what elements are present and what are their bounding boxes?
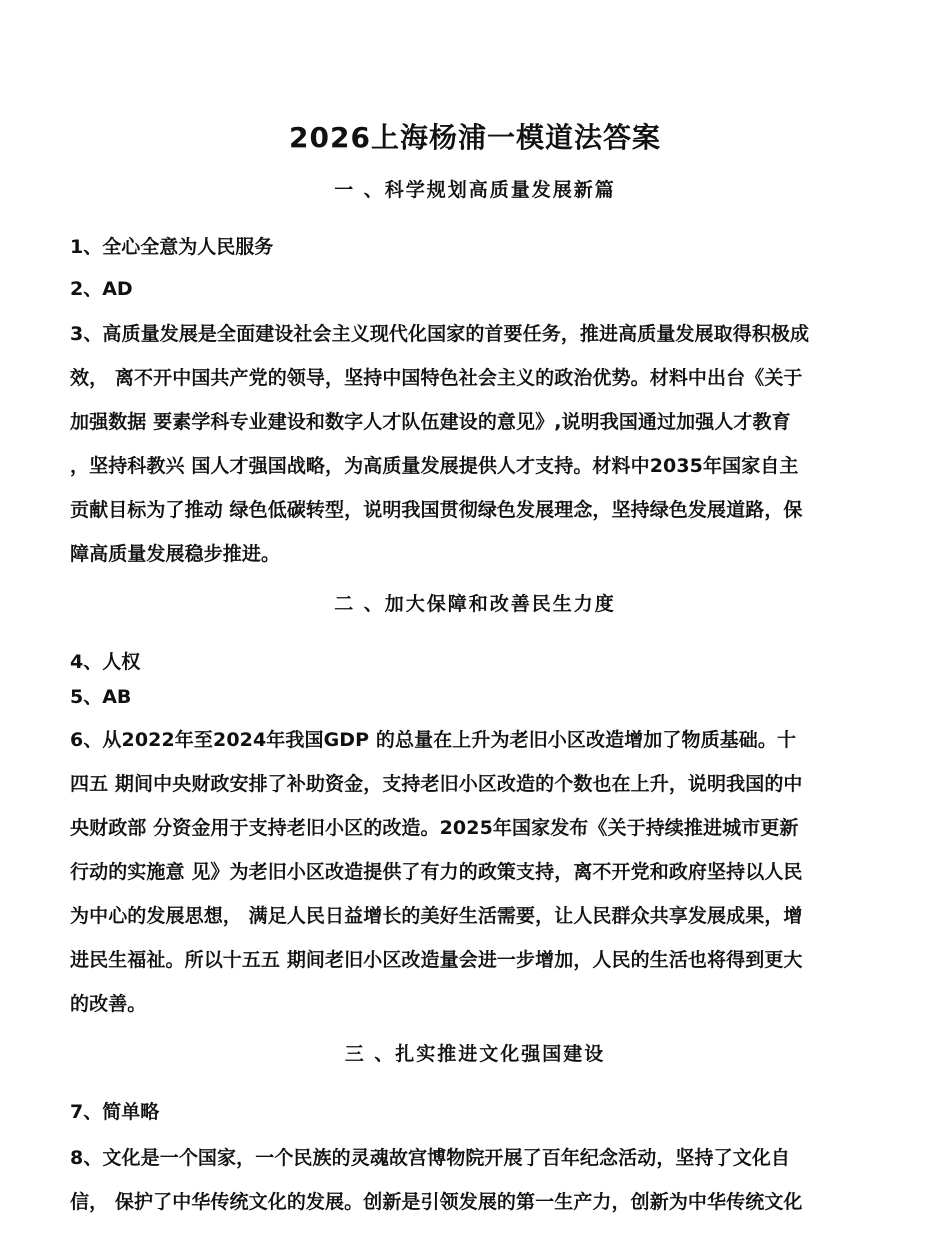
section-heading-1: 一 、科学规划高质量发展新篇: [334, 179, 616, 201]
answer-3-line: 加强数据 要素学科专业建设和数字人才队伍建设的意见》,说明我国通过加强人才教育: [70, 411, 791, 433]
document-title: 2026上海杨浦一模道法答案: [289, 121, 661, 154]
section-heading-3: 三 、扎实推进文化强国建设: [344, 1043, 606, 1065]
answer-3-line: ，坚持科教兴 国人才强国战略，为高质量发展提供人才支持。材料中2035年国家自主: [70, 455, 799, 477]
answer-3-line: 3、高质量发展是全面建设社会主义现代化国家的首要任务，推进高质量发展取得积极成: [70, 323, 810, 345]
answer-6-line: 四五 期间中央财政安排了补助资金，支持老旧小区改造的个数也在上升，说明我国的中: [70, 773, 803, 795]
answer-6-line: 进民生福祉。所以十五五 期间老旧小区改造量会进一步增加，人民的生活也将得到更大: [70, 949, 803, 971]
answer-6-line: 为中心的发展思想， 满足人民日益增长的美好生活需要，让人民群众共享发展成果，增: [70, 905, 803, 927]
section-heading-2: 二 、加大保障和改善民生力度: [334, 593, 616, 615]
answer-6-line: 行动的实施意 见》为老旧小区改造提供了有力的政策支持，离不开党和政府坚持以人民: [70, 861, 803, 883]
answer-1: 1、全心全意为人民服务: [70, 236, 274, 258]
answer-3-line: 效， 离不开中国共产党的领导，坚持中国特色社会主义的政治优势。材料中出台《关于: [70, 367, 803, 389]
answer-6-line: 6、从2022年至2024年我国GDP 的总量在上升为老旧小区改造增加了物质基础。十: [70, 729, 797, 751]
answer-6-line: 的改善。: [70, 993, 147, 1015]
answer-3-line: 贡献目标为了推动 绿色低碳转型，说明我国贯彻绿色发展理念，坚持绿色发展道路，保: [70, 499, 803, 521]
answer-8-line: 8、文化是一个国家，一个民族的灵魂故宫博物院开展了百年纪念活动，坚持了文化自: [70, 1147, 791, 1169]
answer-4: 4、人权: [70, 651, 141, 673]
answer-7: 7、简单略: [70, 1101, 160, 1123]
answer-6-line: 央财政部 分资金用于支持老旧小区的改造。2025年国家发布《关于持续推进城市更新: [70, 817, 799, 839]
answer-5: 5、AB: [70, 686, 132, 708]
answer-3-line: 障高质量发展稳步推进。: [70, 543, 281, 565]
answer-2: 2、AD: [70, 278, 133, 300]
answer-8-line: 信， 保护了中华传统文化的发展。创新是引领发展的第一生产力，创新为中华传统文化: [70, 1191, 803, 1213]
